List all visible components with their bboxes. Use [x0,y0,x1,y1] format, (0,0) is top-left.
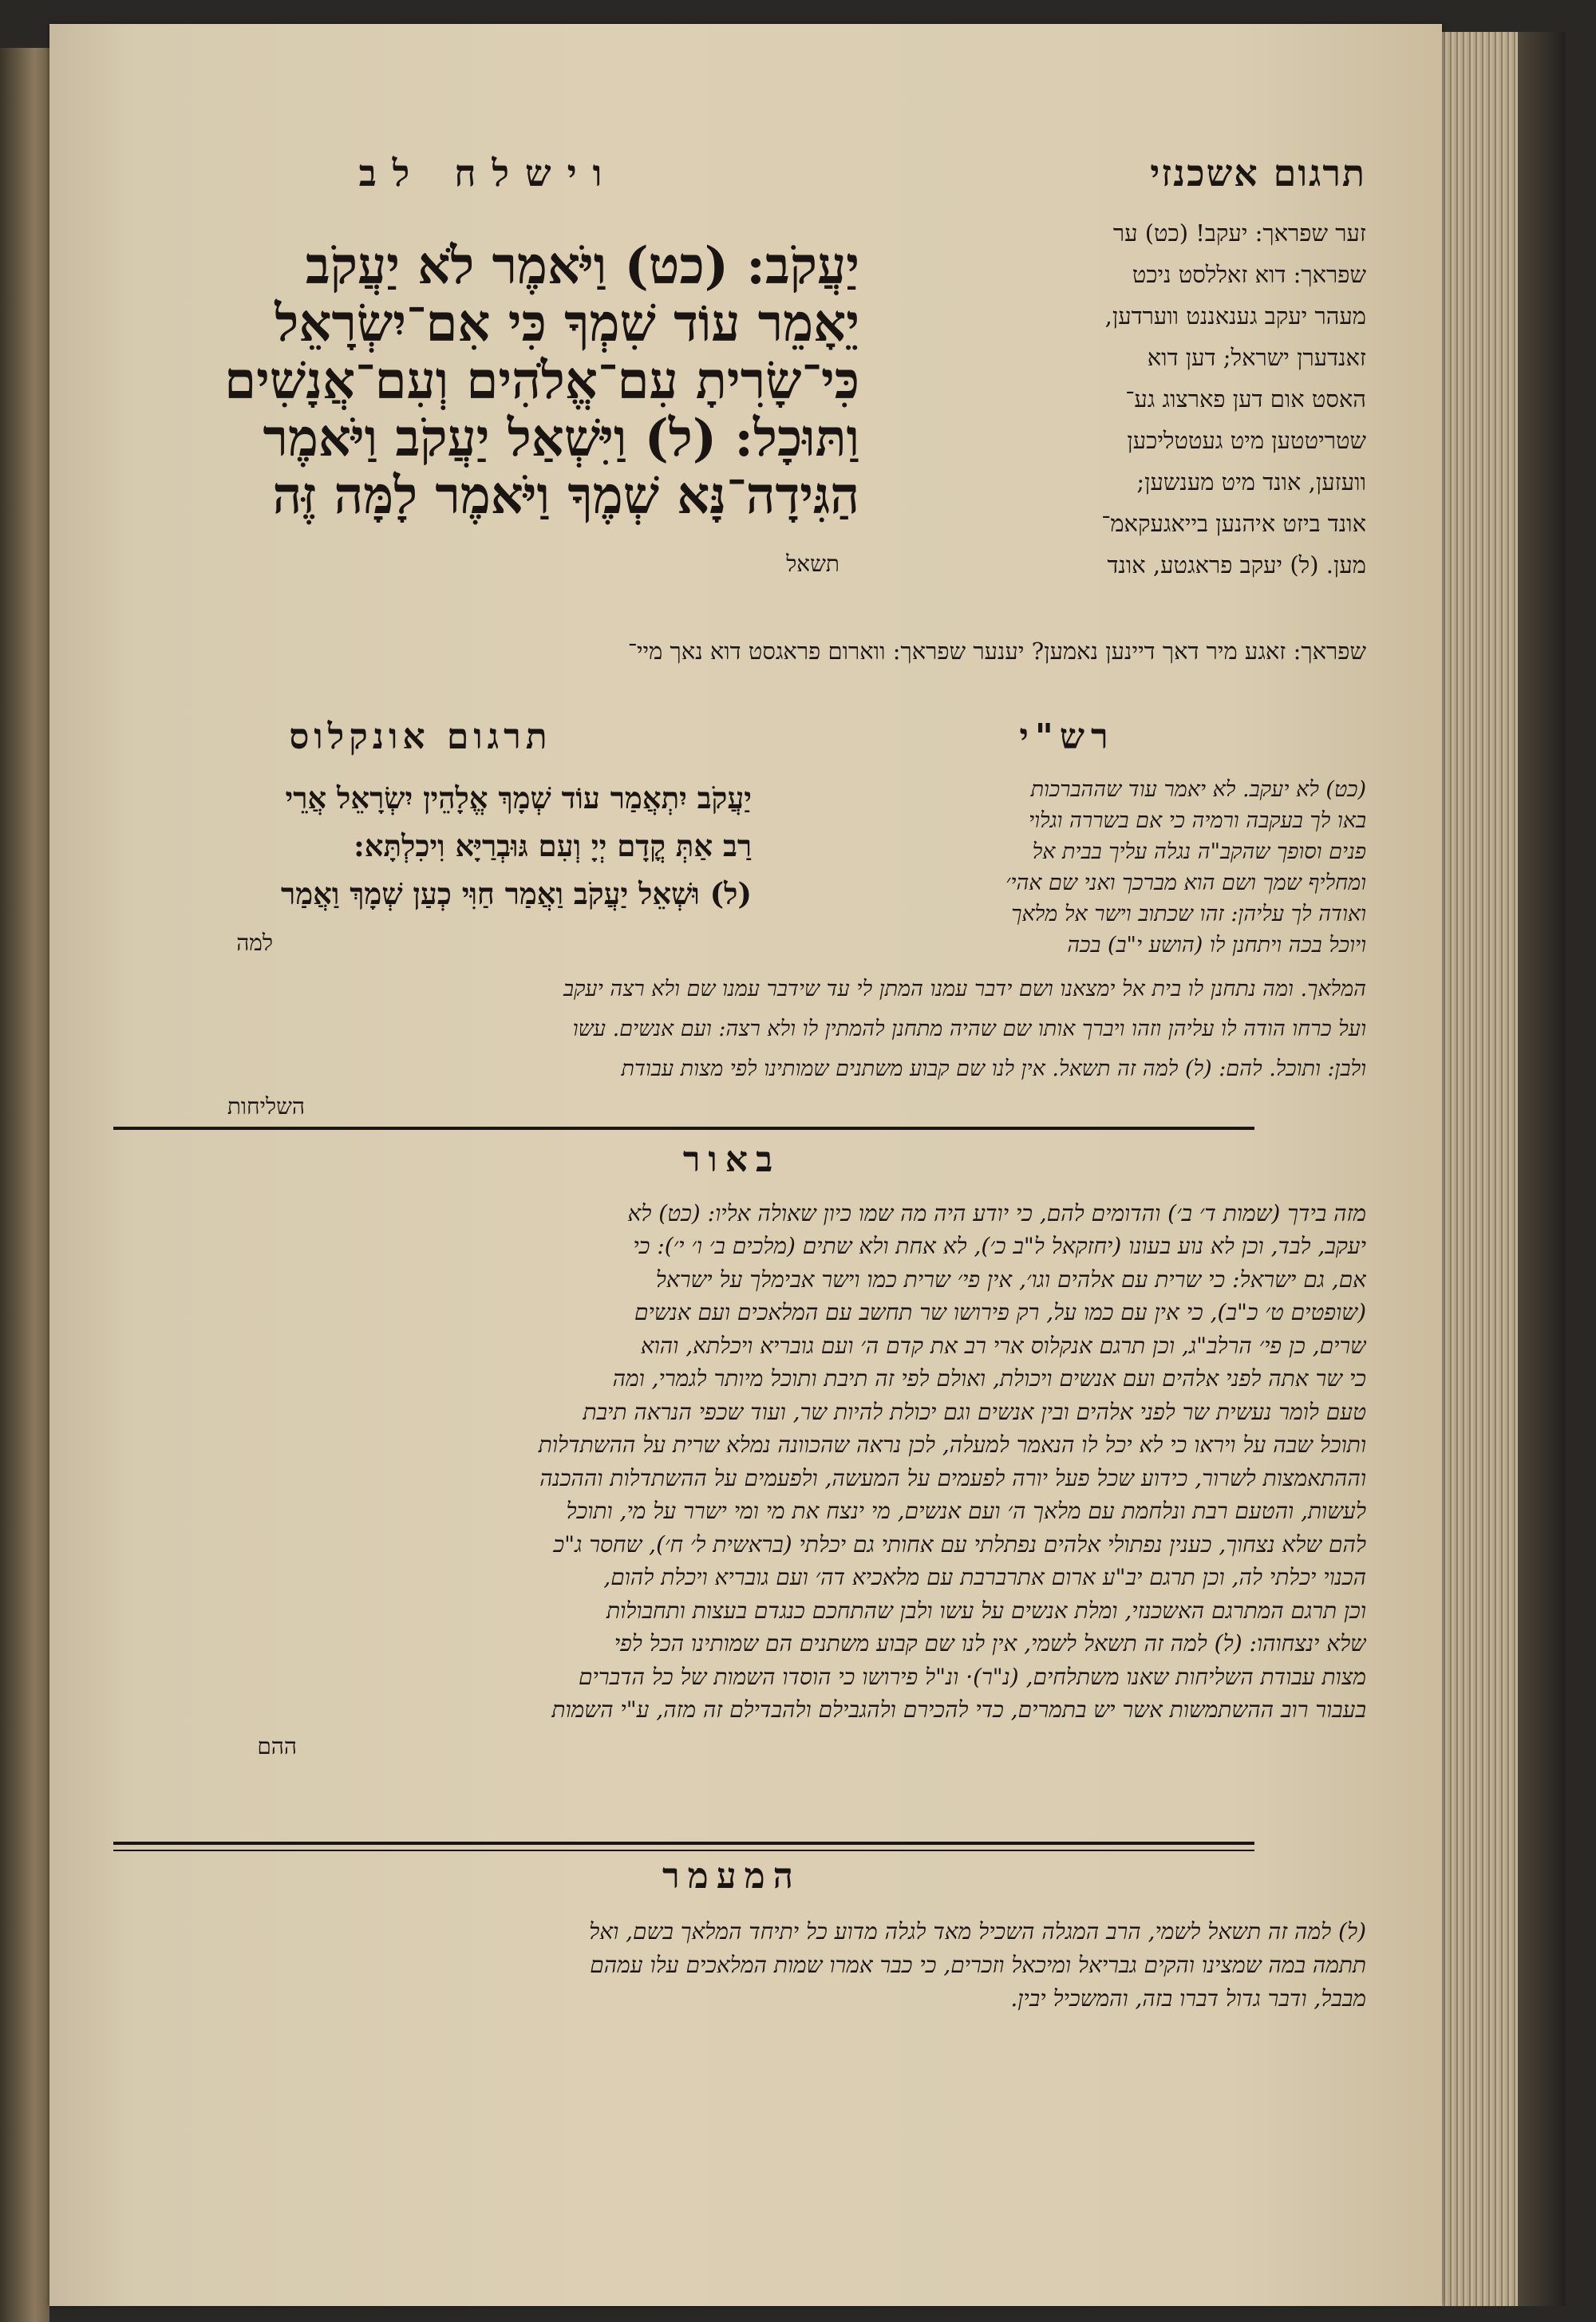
biur-line: שלא ינצחוהו: (ל) למה זה תשאל לשמי, אין לנו שם קבוע משתנים הם שמותינו הכל לפי [614,1630,1366,1657]
translation-continuation: שפראך: זאגע מיר דאך דיינען נאמען? יענער שפראך: ווארום פראגסט דוא נאך מיי־ [627,638,1366,665]
rashi-catchword: השליחות [227,1093,305,1120]
section-rule [113,1127,1254,1130]
verse-catchword: תשאל [786,551,839,577]
biur-line: הכנוי יכלתי לה, וכן תרגם יב"ע ארום אתרברבת עם מלאכיא דה׳ ועם גובריא ויכלת להום, [603,1564,1366,1590]
verse-line: יַעֲקֹב: (כט) וַיֹּאמֶר לֹא יַעֲקֹב [305,238,859,295]
verse-line: יֵאָמֵר עוֹד שִׁמְךָ כִּי אִם־יִשְׂרָאֵל [275,295,859,353]
hameamer-title: המעמר [662,1856,801,1897]
verse-line: הַגִּידָה־נָּא שְׁמֶךָ וַיֹּאמֶר לָמָּה זֶּה [272,468,859,525]
rashi-line: פנים וסופך שהקב"ה נגלה עליך בבית אל [1032,839,1366,864]
rashi-line: ואודה לך עליהן: זהו שכתוב וישר אל מלאך [1011,902,1366,926]
translation-line: שטריטטען מיט געטטליכען [1127,427,1366,454]
biur-line: כי שר אתה לפני אלהים ועם אנשים ויכולת, ואולם לפי זה תיבת ותוכל מיותר לגמרי, ומה [612,1365,1366,1392]
biur-line: בעבור רוב ההשתמשות אשר יש בתמרים, כדי להכירם ולהגבילם ולהבדילם זה מזה, ע"י השמות [551,1696,1366,1723]
onkelos-line: (ל) וּשְׁאֵל יַעֲקֹב וַאֲמַר חַוִּי כְעַן שְׁמָךְ וַאֲמַר [281,876,752,911]
rashi-line: המלאך. ומה נתחנן לו בית אל ימצאנו ושם ידבר עמנו המתן לי עד שידבר עמנו שם ולא רצה יעקב [563,977,1366,1001]
onkelos-line: יַעֲקֹב יִתְאֲמַר עוֹד שְׁמָךְ אֱלָהֵין יִשְׂרָאֵל אֲרֵי [285,780,752,815]
section-rule-thin [113,1850,1254,1851]
rashi-title: רש"י [1019,717,1115,757]
header-left-title: תרגום אשכנזי [1150,152,1366,195]
translation-line: אונד ביזט איהנען בייאגעקאמ־ [1101,510,1366,537]
biur-line: ותוכל שבה על ויראו כי לא יכל לו הנאמר למעלה, לכן נראה שהכוונה נמלא שרית על ההשתדלות [538,1432,1366,1458]
rashi-line: (כט) לא יעקב. לא יאמר עוד שההברכות [1030,777,1366,802]
translation-line: מעהר יעקב גענאננט ווערדען, [1104,302,1366,330]
biur-line: אם, גם ישראל: כי שרית עם אלהים וגו׳, אין פי׳ שרית כמו וישר אבימלך על ישראל [655,1266,1366,1293]
hameamer-line: (ל) למה זה תשאל לשמי, הרב המגלה השכיל מאד לגלה מדוע כל יתיחד המלאך בשם, ואל [589,1918,1366,1945]
translation-line: זאנדערן ישראל; דען דוא [1147,344,1366,371]
biur-line: וכן תרגם המתרגם האשכנזי, ומלת אנשים על עשו ולבן שהתחכם כנגדם בעצות ותחבולות [606,1597,1366,1624]
rashi-line: ועל כרחו הודה לו עליהן וזהו ויברך אותו שם שהיה מתחנן להמתין לו ולא רצה: ועם אנשים. עשו [572,1017,1366,1041]
verse-line: כִּי־שָׂרִיתָ עִם־אֱלֹהִים וְעִם־אֲנָשִׁים [224,353,859,410]
biur-line: להם שלא נצחוך, כענין נפתולי אלהים נפתלתי עם אחותי גם יכלתי (בראשית ל׳ ח׳), שחסר ג"כ [553,1531,1366,1558]
hameamer-line: תתמה במה שמצינו והקים גבריאל ומיכאל וזכרים, כי כבר אמרו שמות המלאכים עלו עמהם [590,1952,1366,1978]
rashi-line: ויוכל בכה ויתחנן לו (הושע י"ב) בכה [1067,933,1366,958]
biur-line: מצות עבודת השליחות שאנו משתלחים, (נ"ר)· ונ"ל פירושו כי הוסדו השמות של כל הדברים [579,1664,1366,1690]
book-page [49,24,1442,2306]
onkelos-line: רַב אַתְּ קֳדָם יְיָ וְעִם גּוּבְרַיָּא וִיכִלְתָּא: [354,828,752,863]
translation-line: שפראך: דוא זאללסט ניכט [1132,261,1366,288]
facing-page-edge [0,48,49,2322]
translation-line: וועזען, אונד מיט מענשען; [1136,468,1366,496]
biur-line: טעם לומר נעשית שר לפני אלהים ובין אנשים וגם יכולת להיות שר, ועוד שכפי הנראה תיבת [583,1399,1366,1425]
biur-line: יעקב, לבד, וכן לא נוע בעונו (יחזקאל ל"ב כ׳), לא אחת ולא שתים (מלכים ב׳ ו׳ י׳): כי [633,1233,1366,1259]
biur-line: וההתאמצות לשרור, כידוע שכל פעל יורה לפעמים על המעשה, ולפעמים על ההשתדלות וההכנה [539,1465,1366,1491]
section-rule [113,1842,1254,1845]
translation-line: זער שפראך: יעקב! (כט) ער [1112,219,1366,247]
biur-catchword: ההם [257,1733,297,1759]
rashi-line: ולבן: ותוכל. להם: (ל) למה זה תשאל. אין לנו שם קבוע משתנים שמותינו לפי מצות עבודת [621,1056,1366,1081]
biur-line: מזה בידך (שמות ד׳ ב׳) והדומים להם, כי יודע היה מה שמו כיון שאולה אליו: (כט) לא [627,1200,1366,1226]
biur-title: באור [682,1139,781,1180]
onkelos-title: תרגום אונקלוס [289,717,552,757]
translation-line: האסט אום דען פארצוג גע־ [1125,385,1366,413]
header-right-title: וישלח לב [358,152,618,195]
rashi-line: באו לך בעקבה ורמיה כי אם בשררה וגלוי [1029,808,1366,833]
biur-line: שרים, כן פי׳ הרלב"ג, וכן תרגם אנקלוס ארי רב את קדם ה׳ ועם גובריא ויכלתא, והוא [640,1333,1366,1359]
translation-line: מען. (ל) יעקב פראגטע, אונד [1107,551,1366,579]
hameamer-line: מבבל, ודבר גדול דברו בזה, והמשכיל יבין. [1010,1985,1366,2012]
rashi-line: ומחליף שמך ושם הוא מברכך ואני שם אהי׳ [1005,871,1366,895]
onkelos-catchword: למה [236,930,273,956]
verse-line: וַתּוּכָל: (ל) וַיִּשְׁאַל יַעֲקֹב וַיֹּאמֶר [263,410,859,468]
biur-line: לעשות, והטעם רבת ונלחמת עם מלאך ה׳ ועם אנשים, מי ינצח את מי ומי ישרר על מי, ותוכל [566,1498,1366,1524]
biur-line: (שופטים ט׳ כ"ב), כי אין עם כמו על, רק פירושו שר תחשב עם המלאכים ועם אנשים [634,1299,1366,1325]
